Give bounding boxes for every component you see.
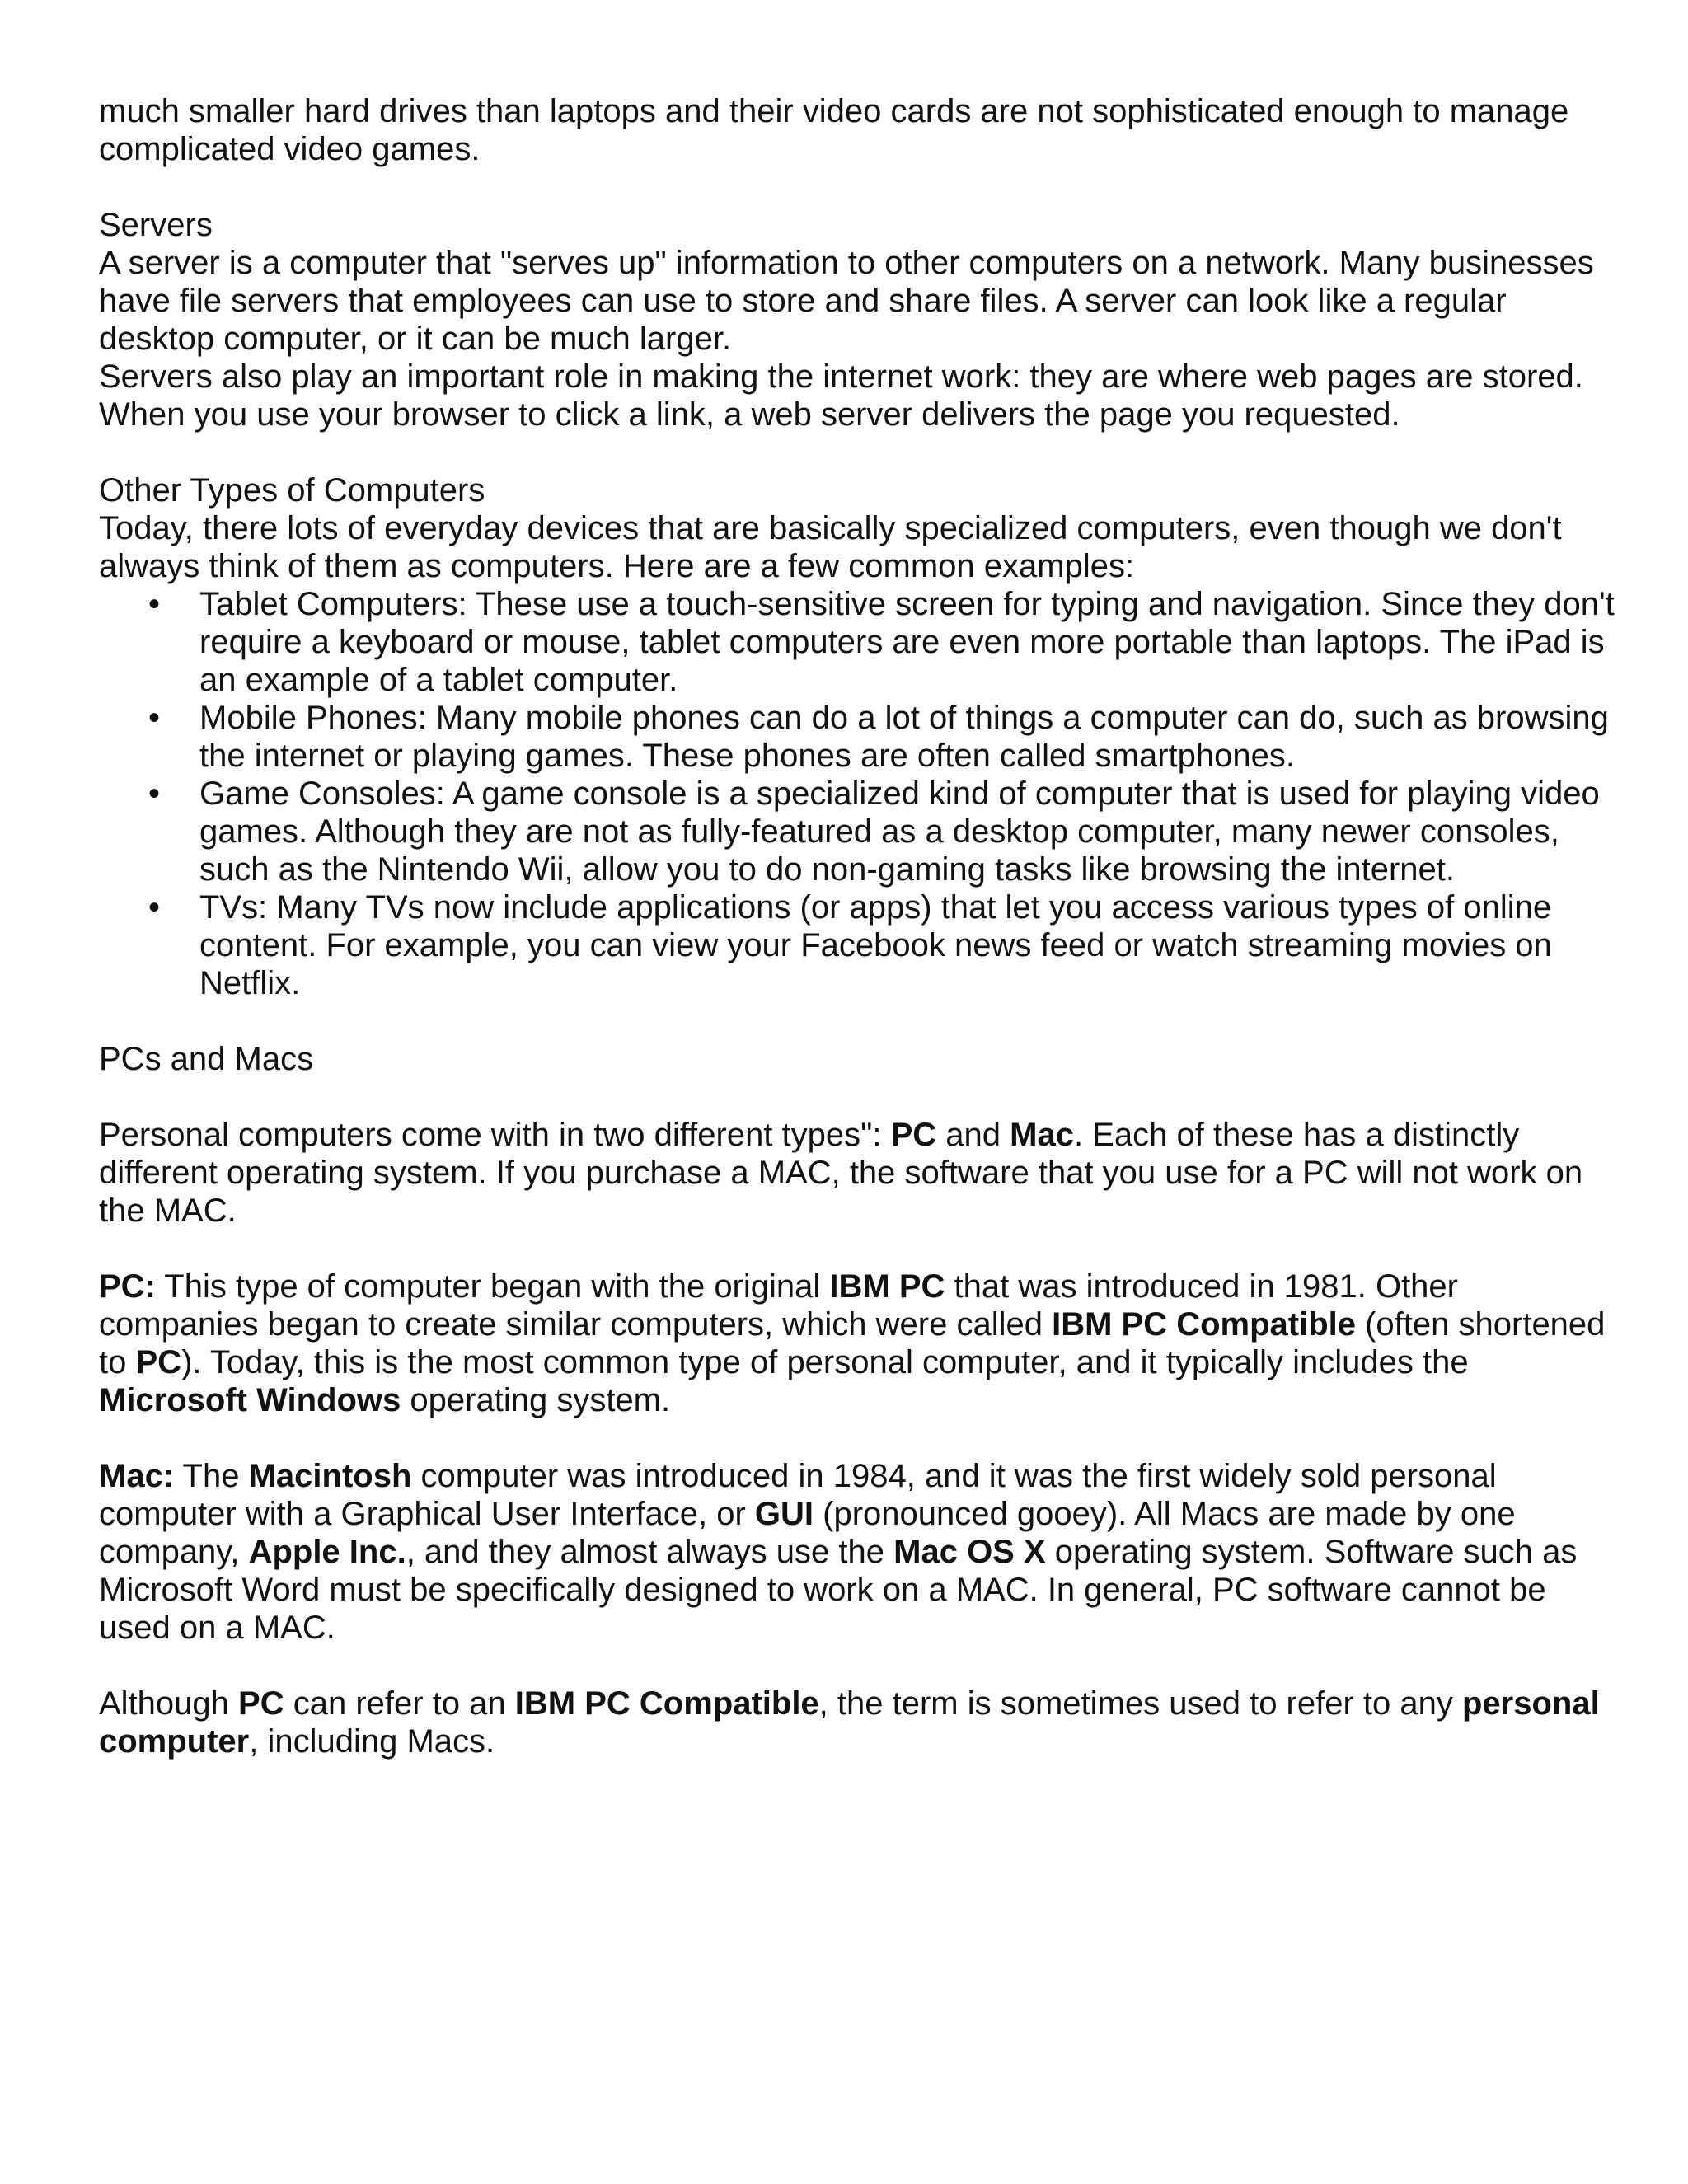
- although-paragraph: [99, 1685, 1615, 1760]
- list-item-text: Game Consoles: A game console is a specialized kind of computer that is used for playing video games. Although they are not as fully-featured as a desktop computer, many newer consoles, such as the Nintendo Wii, allow you to do non-gaming tasks like browsing the internet.: [199, 776, 1600, 888]
- mac-paragraph: [99, 1457, 1615, 1647]
- pc-paragraph: [99, 1268, 1615, 1419]
- bullet-icon: •: [148, 586, 161, 622]
- servers-heading: Servers: [99, 207, 213, 243]
- text-run: and: [936, 1117, 1010, 1153]
- bold-term: Apple Inc.: [248, 1534, 406, 1570]
- bold-term: PC: [238, 1685, 284, 1722]
- spacer: [99, 1078, 1615, 1116]
- bold-term: PC: [135, 1344, 182, 1380]
- bold-term: IBM PC: [829, 1268, 945, 1305]
- list-item-text: Tablet Computers: These use a touch-sensitive screen for typing and navigation. Since they don't require a keyboard or mouse, tablet computers are even more portable than laptops. The iPad is an example of a tablet computer.: [199, 586, 1615, 698]
- spacer: [99, 168, 1615, 206]
- device-examples-list: [99, 585, 1615, 1002]
- list-item-text: TVs: Many TVs now include applications (or apps) that let you access various types of online content. For example, you can view your Facebook news feed or watch streaming movies on Netflix.: [199, 889, 1552, 1001]
- list-item-consoles: [148, 775, 1615, 888]
- pcs-macs-heading: PCs and Macs: [99, 1041, 314, 1077]
- list-item-tvs: [148, 888, 1615, 1002]
- spacer: [99, 434, 1615, 471]
- text-run: , the term is sometimes used to refer to any: [818, 1685, 1462, 1722]
- list-item-tablet: [148, 585, 1615, 699]
- bold-label: PC:: [99, 1268, 156, 1305]
- bold-term: PC: [890, 1117, 937, 1153]
- text-run: computer was introduced in 1984, and it was the first widely sold personal computer with a Graphical User Interface, or: [99, 1458, 1497, 1532]
- bold-term: IBM PC Compatible: [1052, 1306, 1356, 1343]
- text-run: This type of computer began with the original: [155, 1268, 830, 1305]
- bold-term: Mac OS X: [893, 1534, 1046, 1570]
- intro-continuation: much smaller hard drives than laptops and their video cards are not sophisticated enough to manage complicated video games.: [99, 93, 1569, 167]
- bold-term: IBM PC Compatible: [514, 1685, 819, 1722]
- bold-term: Mac: [1010, 1117, 1074, 1153]
- text-run: , and they almost always use the: [406, 1534, 894, 1570]
- text-run: operating system.: [401, 1382, 671, 1418]
- other-types-heading: Other Types of Computers: [99, 472, 485, 509]
- text-run: (pronounced gooey). All Macs are made by one company,: [99, 1496, 1516, 1570]
- bullet-icon: •: [148, 889, 161, 926]
- document-page: [99, 92, 1615, 1760]
- text-run: The: [174, 1458, 249, 1494]
- spacer: [99, 1230, 1615, 1268]
- spacer: [99, 1002, 1615, 1040]
- bold-term: Macintosh: [248, 1458, 412, 1494]
- text-run: operating system. Software such as Microsoft Word must be specifically designed to work on a MAC. In general, PC software cannot be used on a MAC.: [99, 1534, 1578, 1646]
- spacer: [99, 1647, 1615, 1685]
- bold-term: Microsoft Windows: [99, 1382, 401, 1418]
- bold-term: personal computer: [99, 1685, 1600, 1760]
- bullet-icon: •: [148, 776, 161, 812]
- text-run: can refer to an: [284, 1685, 515, 1722]
- text-run: ). Today, this is the most common type of personal computer, and it typically includes the: [181, 1344, 1469, 1380]
- text-run: Although: [99, 1685, 239, 1722]
- text-run: Personal computers come with in two different types":: [99, 1117, 891, 1153]
- text-run: , including Macs.: [249, 1723, 495, 1760]
- list-item-mobile: [148, 699, 1615, 775]
- text-run: . Each of these has a distinctly different operating system. If you purchase a MAC, the software that you use for a PC will not work on the MAC.: [99, 1117, 1583, 1229]
- bold-term: GUI: [754, 1496, 814, 1532]
- servers-paragraph-2: Servers also play an important role in making the internet work: they are where web pages are stored. When you use your browser to click a link, a web server delivers the page you requested.: [99, 359, 1583, 433]
- bullet-icon: •: [148, 700, 161, 736]
- bold-label: Mac:: [99, 1458, 175, 1494]
- text-run: (often shortened to: [99, 1306, 1606, 1380]
- types-paragraph: [99, 1116, 1615, 1230]
- text-run: that was introduced in 1981. Other companies began to create similar computers, which were called: [99, 1268, 1458, 1343]
- other-types-intro: Today, there lots of everyday devices that are basically specialized computers, even though we don't always think of them as computers. Here are a few common examples:: [99, 510, 1562, 584]
- list-item-text: Mobile Phones: Many mobile phones can do a lot of things a computer can do, such as browsing the internet or playing games. These phones are often called smartphones.: [199, 700, 1609, 774]
- spacer: [99, 1419, 1615, 1457]
- servers-paragraph-1: A server is a computer that "serves up" information to other computers on a network. Many businesses have file servers that employees can use to store and share files. A server can look like a regular desktop computer, or it can be much larger.: [99, 245, 1594, 357]
